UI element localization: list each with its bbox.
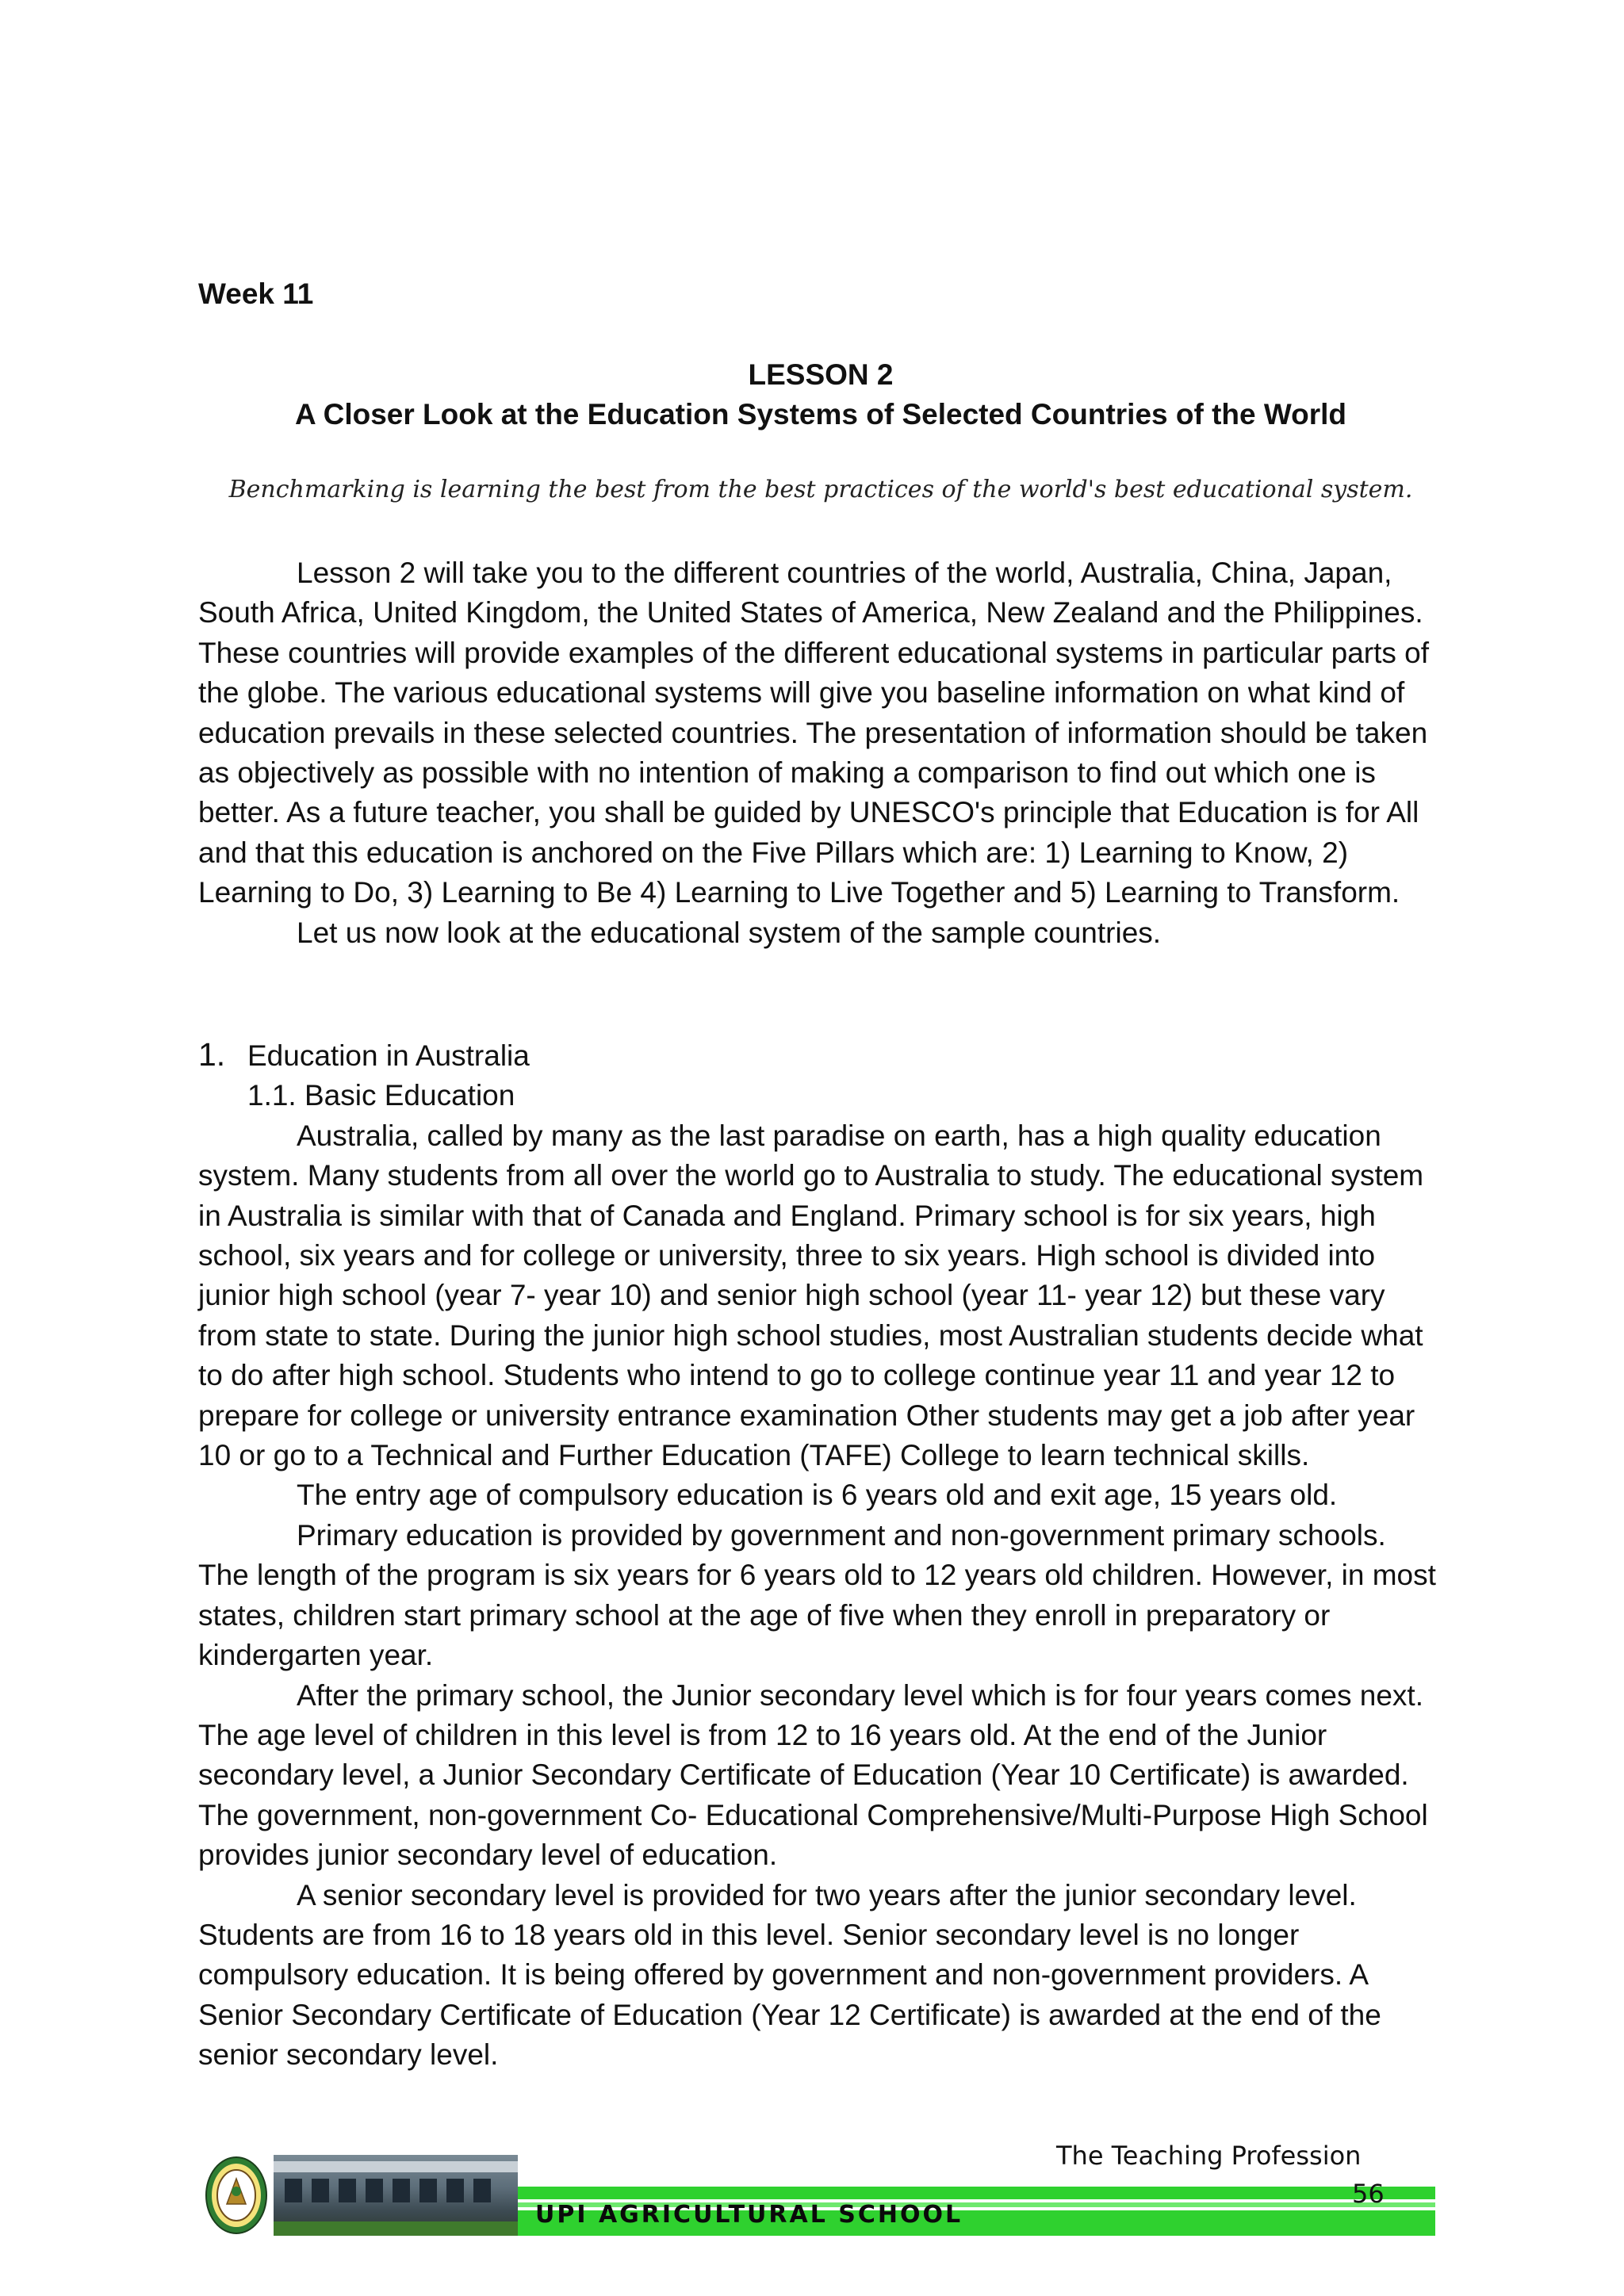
- section-number: 1.: [198, 1036, 226, 1073]
- body-paragraph: Primary education is provided by government and non-government primary schools. The length of the program is six years for 6 years old to 12 years old children. However, in most states, children start primary school at the age of five when they enroll in preparatory or kindergarten year.: [198, 1518, 1436, 1672]
- footer-school-name: UPI AGRICULTURAL SCHOOL: [535, 2201, 963, 2229]
- intro-paragraph: Let us now look at the educational system of the sample countries.: [297, 916, 1162, 949]
- school-building-photo: [274, 2155, 518, 2236]
- lesson-title: A Closer Look at the Education Systems of Selected Countries of the World: [294, 398, 1347, 430]
- intro-section: [198, 553, 1443, 953]
- section-title: Education in Australia: [247, 1039, 530, 1072]
- footer-book-title: The Teaching Profession: [1056, 2141, 1362, 2171]
- body-paragraph: Australia, called by many as the last paradise on earth, has a high quality education system. Many students from all over the world go to Australia to study. The educational system in Australia is similar with that of Canada and England. Primary school is for six years, high school, six years and for college or university, three to six years. High school is divided into junior high school (year 7- year 10) and senior high school (year 11- year 12) but these vary from state to state. During the junior high school studies, most Australian students decide what to do after high school. Students who intend to go to college continue year 11 and year 12 to prepare for college or university entrance examination Other students may get a job after year 10 or go to a Technical and Further Education (TAFE) College to learn technical skills.: [198, 1119, 1424, 1472]
- body-paragraph: A senior secondary level is provided for two years after the junior secondary level. Students are from 16 to 18 years old in this level. Senior secondary level is no longer compulsory education. It is being offered by government and non-government providers. A Senior Secondary Certificate of Education (Year 12 Certificate) is awarded at the end of the senior secondary level.: [198, 1878, 1381, 2072]
- week-label: Week 11: [198, 277, 314, 310]
- lesson-number: LESSON 2: [748, 358, 894, 391]
- school-seal-icon: [205, 2155, 268, 2236]
- page-number: 56: [1352, 2179, 1385, 2209]
- section-australia: [198, 1035, 1443, 2076]
- section-heading: [198, 1035, 1443, 1076]
- epigraph-quote: Benchmarking is learning the best from the best practices of the world's best educational system.: [228, 476, 1413, 503]
- body-paragraph: After the primary school, the Junior secondary level which is for four years comes next. The age level of children in this level is from 12 to 16 years old. At the end of the Junior secondary level, a Junior Secondary Certificate of Education (Year 10 Certificate) is awarded. The government, non-government Co- Educational Comprehensive/Multi-Purpose High School provides junior secondary level of education.: [198, 1678, 1428, 1872]
- intro-paragraph: Lesson 2 will take you to the different countries of the world, Australia, China, Japan, South Africa, United Kingdom, the United States of America, New Zealand and the Philippines. These countries will provide examples of the different educational systems in particular parts of the globe. The various educational systems will give you baseline information on what kind of education prevails in these selected countries. The presentation of information should be taken as objectively as possible with no intention of making a comparison to find out which one is better. As a future teacher, you shall be guided by UNESCO's principle that Education is for All and that this education is anchored on the Five Pillars which are: 1) Learning to Know, 2) Learning to Do, 3) Learning to Be 4) Learning to Live Together and 5) Learning to Transform.: [198, 557, 1430, 909]
- body-paragraph: The entry age of compulsory education is 6 years old and exit age, 15 years old.: [297, 1479, 1338, 1512]
- subsection-title: 1.1. Basic Education: [247, 1079, 515, 1112]
